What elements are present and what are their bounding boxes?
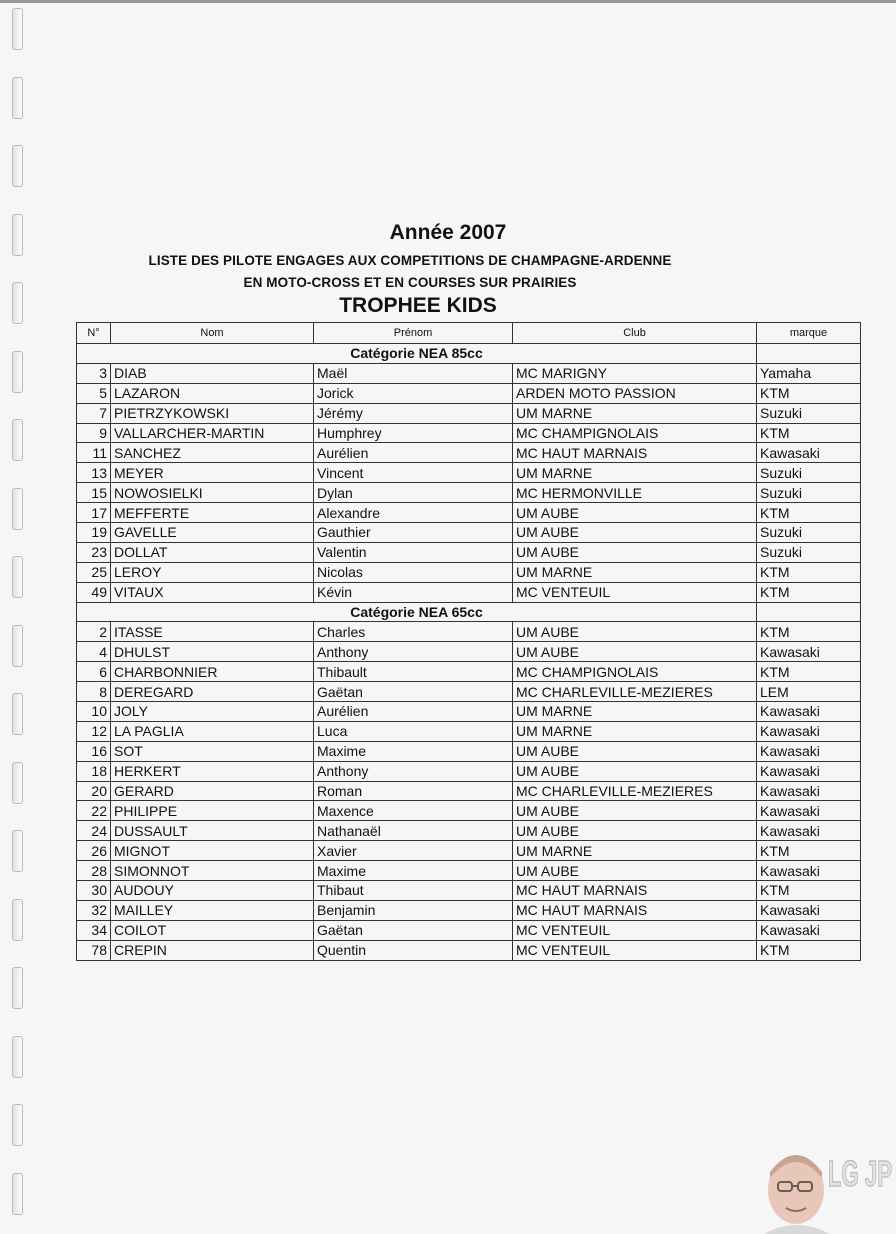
binding-ring — [12, 830, 23, 872]
cell-num: 26 — [77, 841, 111, 861]
category-row — [77, 602, 861, 622]
table-row — [77, 741, 861, 761]
cell-club: UM AUBE — [513, 523, 757, 543]
cell-marque: KTM — [757, 622, 861, 642]
cell-num: 10 — [77, 702, 111, 722]
cell-num: 2 — [77, 622, 111, 642]
year-title: Année 2007 — [389, 221, 507, 244]
cell-prenom: Benjamin — [314, 900, 513, 920]
cell-marque: Kawasaki — [757, 781, 861, 801]
cell-prenom: Luca — [314, 721, 513, 741]
cell-nom: GERARD — [111, 781, 314, 801]
cell-num: 34 — [77, 920, 111, 940]
table-row — [77, 483, 861, 503]
cell-prenom: Aurélien — [314, 443, 513, 463]
cell-marque: KTM — [757, 940, 861, 960]
cell-prenom: Vincent — [314, 463, 513, 483]
cell-club: MC HAUT MARNAIS — [513, 443, 757, 463]
cell-num: 30 — [77, 881, 111, 901]
cell-nom: ITASSE — [111, 622, 314, 642]
binding-ring — [12, 145, 23, 187]
cell-club: UM MARNE — [513, 841, 757, 861]
cell-nom: DEREGARD — [111, 682, 314, 702]
cell-prenom: Dylan — [314, 483, 513, 503]
col-header-number: N° — [77, 323, 111, 344]
cell-marque: KTM — [757, 562, 861, 582]
cell-marque: Kawasaki — [757, 821, 861, 841]
cell-nom: GAVELLE — [111, 523, 314, 543]
table-row — [77, 503, 861, 523]
table-row — [77, 761, 861, 781]
cell-prenom: Valentin — [314, 542, 513, 562]
cell-marque: KTM — [757, 841, 861, 861]
cell-marque: Suzuki — [757, 463, 861, 483]
cell-marque: KTM — [757, 423, 861, 443]
portrait-avatar-icon — [764, 1155, 830, 1234]
cell-marque: Kawasaki — [757, 900, 861, 920]
binding-ring — [12, 8, 23, 50]
table-row — [77, 940, 861, 960]
cell-num: 25 — [77, 562, 111, 582]
cell-marque: LEM — [757, 682, 861, 702]
cell-prenom: Roman — [314, 781, 513, 801]
cell-nom: JOLY — [111, 702, 314, 722]
cell-num: 23 — [77, 542, 111, 562]
cell-marque: Suzuki — [757, 403, 861, 423]
cell-nom: DIAB — [111, 363, 314, 383]
cell-num: 78 — [77, 940, 111, 960]
cell-prenom: Gaëtan — [314, 682, 513, 702]
cell-prenom: Xavier — [314, 841, 513, 861]
cell-num: 6 — [77, 662, 111, 682]
cell-num: 3 — [77, 363, 111, 383]
cell-nom: CHARBONNIER — [111, 662, 314, 682]
cell-num: 18 — [77, 761, 111, 781]
cell-nom: AUDOUY — [111, 881, 314, 901]
cell-num: 15 — [77, 483, 111, 503]
table-row — [77, 383, 861, 403]
subtitle-line-1: LISTE DES PILOTE ENGAGES AUX COMPETITIONS DE CHAMPAGNE-ARDENNE — [148, 253, 672, 268]
binding-ring — [12, 1036, 23, 1078]
table-row — [77, 682, 861, 702]
table-row — [77, 423, 861, 443]
cell-club: UM AUBE — [513, 622, 757, 642]
table-row — [77, 463, 861, 483]
table-row — [77, 523, 861, 543]
watermark-text: LG JP — [828, 1153, 892, 1194]
category-blank-cell — [757, 344, 861, 364]
category-blank-cell — [757, 602, 861, 622]
category-title: Catégorie NEA 65cc — [77, 602, 757, 622]
cell-num: 17 — [77, 503, 111, 523]
cell-marque: Suzuki — [757, 542, 861, 562]
cell-club: UM AUBE — [513, 503, 757, 523]
cell-nom: CREPIN — [111, 940, 314, 960]
table-row — [77, 542, 861, 562]
table-row — [77, 582, 861, 602]
cell-marque: Kawasaki — [757, 702, 861, 722]
cell-prenom: Maxime — [314, 741, 513, 761]
cell-club: MC VENTEUIL — [513, 920, 757, 940]
binding-ring — [12, 488, 23, 530]
cell-prenom: Thibaut — [314, 881, 513, 901]
subtitle-line-2: EN MOTO-CROSS ET EN COURSES SUR PRAIRIES — [243, 275, 577, 290]
cell-club: ARDEN MOTO PASSION — [513, 383, 757, 403]
cell-nom: MEFFERTE — [111, 503, 314, 523]
cell-prenom: Aurélien — [314, 702, 513, 722]
cell-club: UM MARNE — [513, 721, 757, 741]
cell-num: 16 — [77, 741, 111, 761]
table-row — [77, 403, 861, 423]
cell-prenom: Quentin — [314, 940, 513, 960]
category-row — [77, 344, 861, 364]
cell-num: 8 — [77, 682, 111, 702]
binding-ring — [12, 762, 23, 804]
cell-club: UM AUBE — [513, 801, 757, 821]
cell-nom: MAILLEY — [111, 900, 314, 920]
cell-club: MC HAUT MARNAIS — [513, 900, 757, 920]
cell-marque: Kawasaki — [757, 801, 861, 821]
binding-ring — [12, 693, 23, 735]
table-row — [77, 920, 861, 940]
cell-prenom: Jorick — [314, 383, 513, 403]
cell-marque: KTM — [757, 582, 861, 602]
cell-nom: PIETRZYKOWSKI — [111, 403, 314, 423]
cell-prenom: Humphrey — [314, 423, 513, 443]
cell-club: UM MARNE — [513, 463, 757, 483]
cell-marque: Kawasaki — [757, 741, 861, 761]
table-row — [77, 861, 861, 881]
cell-nom: MIGNOT — [111, 841, 314, 861]
cell-prenom: Maxime — [314, 861, 513, 881]
page-top-edge — [0, 0, 896, 3]
col-header-prenom: Prénom — [314, 323, 513, 344]
cell-nom: HERKERT — [111, 761, 314, 781]
binding-ring — [12, 967, 23, 1009]
binding-ring — [12, 1173, 23, 1215]
cell-club: UM AUBE — [513, 542, 757, 562]
binding-ring — [12, 625, 23, 667]
cell-marque: Kawasaki — [757, 721, 861, 741]
cell-nom: DOLLAT — [111, 542, 314, 562]
cell-num: 11 — [77, 443, 111, 463]
cell-club: MC CHARLEVILLE-MEZIERES — [513, 682, 757, 702]
table-row — [77, 562, 861, 582]
cell-num: 22 — [77, 801, 111, 821]
cell-prenom: Anthony — [314, 642, 513, 662]
cell-prenom: Thibault — [314, 662, 513, 682]
table-row — [77, 781, 861, 801]
cell-marque: Kawasaki — [757, 761, 861, 781]
cell-club: UM MARNE — [513, 403, 757, 423]
binding-ring — [12, 419, 23, 461]
table-row — [77, 443, 861, 463]
cell-nom: MEYER — [111, 463, 314, 483]
cell-num: 12 — [77, 721, 111, 741]
cell-prenom: Jérémy — [314, 403, 513, 423]
cell-club: UM MARNE — [513, 702, 757, 722]
cell-marque: KTM — [757, 503, 861, 523]
cell-marque: Yamaha — [757, 363, 861, 383]
cell-nom: COILOT — [111, 920, 314, 940]
col-header-marque: marque — [757, 323, 861, 344]
cell-nom: DHULST — [111, 642, 314, 662]
cell-club: UM MARNE — [513, 562, 757, 582]
cell-prenom: Nathanaël — [314, 821, 513, 841]
cell-nom: LAZARON — [111, 383, 314, 403]
cell-nom: SIMONNOT — [111, 861, 314, 881]
cell-club: MC HAUT MARNAIS — [513, 881, 757, 901]
cell-club: MC HERMONVILLE — [513, 483, 757, 503]
table-row — [77, 662, 861, 682]
cell-num: 13 — [77, 463, 111, 483]
cell-marque: Kawasaki — [757, 443, 861, 463]
cell-marque: Suzuki — [757, 483, 861, 503]
col-header-nom: Nom — [111, 323, 314, 344]
cell-club: UM AUBE — [513, 861, 757, 881]
cell-club: UM AUBE — [513, 741, 757, 761]
table-row — [77, 881, 861, 901]
cell-num: 49 — [77, 582, 111, 602]
cell-nom: PHILIPPE — [111, 801, 314, 821]
cell-num: 24 — [77, 821, 111, 841]
cell-marque: Kawasaki — [757, 920, 861, 940]
cell-marque: Kawasaki — [757, 642, 861, 662]
cell-num: 4 — [77, 642, 111, 662]
binding-ring — [12, 899, 23, 941]
cell-nom: DUSSAULT — [111, 821, 314, 841]
cell-num: 20 — [77, 781, 111, 801]
cell-prenom: Maxence — [314, 801, 513, 821]
cell-nom: LA PAGLIA — [111, 721, 314, 741]
cell-club: MC CHARLEVILLE-MEZIERES — [513, 781, 757, 801]
binding-ring — [12, 556, 23, 598]
cell-club: MC VENTEUIL — [513, 940, 757, 960]
watermark-logo — [756, 1138, 896, 1234]
cell-club: MC CHAMPIGNOLAIS — [513, 662, 757, 682]
table-row — [77, 821, 861, 841]
table-row — [77, 363, 861, 383]
cell-club: UM AUBE — [513, 642, 757, 662]
cell-club: MC MARIGNY — [513, 363, 757, 383]
cell-num: 7 — [77, 403, 111, 423]
category-title: Catégorie NEA 85cc — [77, 344, 757, 364]
table-row — [77, 801, 861, 821]
cell-marque: Suzuki — [757, 523, 861, 543]
table-row — [77, 622, 861, 642]
binding-ring — [12, 351, 23, 393]
cell-num: 5 — [77, 383, 111, 403]
cell-prenom: Gaëtan — [314, 920, 513, 940]
binding-ring — [12, 77, 23, 119]
cell-prenom: Anthony — [314, 761, 513, 781]
cell-club: MC VENTEUIL — [513, 582, 757, 602]
trophy-title: TROPHEE KIDS — [339, 294, 497, 317]
cell-prenom: Kévin — [314, 582, 513, 602]
cell-prenom: Charles — [314, 622, 513, 642]
col-header-club: Club — [513, 323, 757, 344]
cell-prenom: Nicolas — [314, 562, 513, 582]
cell-nom: SANCHEZ — [111, 443, 314, 463]
table-row — [77, 900, 861, 920]
cell-club: MC CHAMPIGNOLAIS — [513, 423, 757, 443]
cell-nom: VITAUX — [111, 582, 314, 602]
cell-prenom: Alexandre — [314, 503, 513, 523]
cell-marque: KTM — [757, 881, 861, 901]
spiral-binding — [12, 0, 26, 1234]
cell-nom: NOWOSIELKI — [111, 483, 314, 503]
riders-table — [76, 322, 861, 961]
table-body — [77, 344, 861, 961]
cell-prenom: Maël — [314, 363, 513, 383]
cell-marque: KTM — [757, 662, 861, 682]
cell-num: 28 — [77, 861, 111, 881]
table-row — [77, 702, 861, 722]
cell-club: UM AUBE — [513, 821, 757, 841]
table-row — [77, 721, 861, 741]
binding-ring — [12, 1104, 23, 1146]
cell-marque: Kawasaki — [757, 861, 861, 881]
table-row — [77, 642, 861, 662]
cell-num: 9 — [77, 423, 111, 443]
cell-nom: SOT — [111, 741, 314, 761]
table-header-row — [77, 323, 861, 344]
table-row — [77, 841, 861, 861]
cell-marque: KTM — [757, 383, 861, 403]
cell-num: 32 — [77, 900, 111, 920]
cell-num: 19 — [77, 523, 111, 543]
cell-prenom: Gauthier — [314, 523, 513, 543]
cell-club: UM AUBE — [513, 761, 757, 781]
cell-nom: LEROY — [111, 562, 314, 582]
cell-nom: VALLARCHER-MARTIN — [111, 423, 314, 443]
